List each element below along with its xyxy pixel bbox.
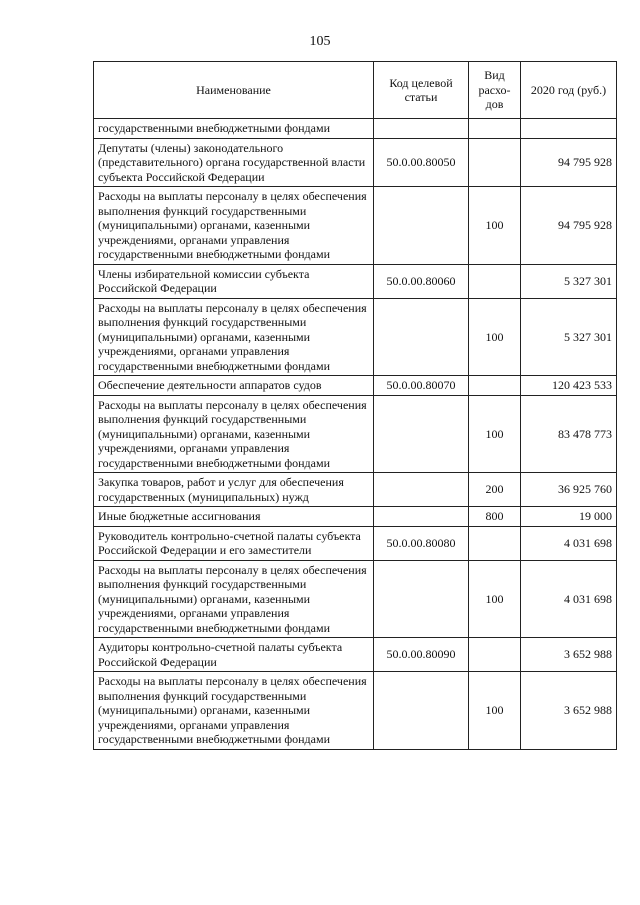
row-code: 50.0.00.80060 bbox=[374, 264, 469, 298]
row-amount bbox=[521, 119, 617, 139]
table-row bbox=[94, 138, 617, 187]
row-amount: 4 031 698 bbox=[521, 560, 617, 638]
row-amount: 5 327 301 bbox=[521, 298, 617, 376]
row-amount: 120 423 533 bbox=[521, 376, 617, 396]
row-name: Члены избирательной комиссии субъекта Российской Федерации bbox=[94, 264, 374, 298]
table-row bbox=[94, 264, 617, 298]
row-kind: 100 bbox=[469, 298, 521, 376]
row-code bbox=[374, 187, 469, 265]
table-row bbox=[94, 672, 617, 750]
table-row bbox=[94, 638, 617, 672]
row-kind: 100 bbox=[469, 560, 521, 638]
row-amount: 3 652 988 bbox=[521, 638, 617, 672]
row-name: государственными внебюджетными фондами bbox=[94, 119, 374, 139]
table-row bbox=[94, 560, 617, 638]
row-code bbox=[374, 395, 469, 473]
row-name: Обеспечение деятельности аппаратов судов bbox=[94, 376, 374, 396]
table-row bbox=[94, 119, 617, 139]
row-name: Руководитель контрольно-счетной палаты субъекта Российской Федерации и его заместители bbox=[94, 526, 374, 560]
row-kind bbox=[469, 119, 521, 139]
row-code: 50.0.00.80090 bbox=[374, 638, 469, 672]
row-amount: 94 795 928 bbox=[521, 138, 617, 187]
row-code bbox=[374, 473, 469, 507]
row-kind bbox=[469, 638, 521, 672]
table-row bbox=[94, 507, 617, 527]
row-code bbox=[374, 298, 469, 376]
row-kind: 200 bbox=[469, 473, 521, 507]
row-code: 50.0.00.80050 bbox=[374, 138, 469, 187]
table-row bbox=[94, 526, 617, 560]
row-amount: 83 478 773 bbox=[521, 395, 617, 473]
row-kind bbox=[469, 138, 521, 187]
row-name: Закупка товаров, работ и услуг для обеспечения государственных (муниципальных) нужд bbox=[94, 473, 374, 507]
row-amount: 5 327 301 bbox=[521, 264, 617, 298]
table-row bbox=[94, 298, 617, 376]
budget-table bbox=[93, 61, 617, 750]
row-amount: 19 000 bbox=[521, 507, 617, 527]
header-amount: 2020 год (руб.) bbox=[521, 62, 617, 119]
table-row bbox=[94, 187, 617, 265]
row-kind: 100 bbox=[469, 395, 521, 473]
row-kind: 100 bbox=[469, 672, 521, 750]
table-header-row bbox=[94, 62, 617, 119]
header-name: Наименование bbox=[94, 62, 374, 119]
row-name: Депутаты (члены) законодательного (представительного) органа государственной власти субъекта Российской Федерации bbox=[94, 138, 374, 187]
row-code bbox=[374, 560, 469, 638]
row-name: Аудиторы контрольно-счетной палаты субъекта Российской Федерации bbox=[94, 638, 374, 672]
row-name: Расходы на выплаты персоналу в целях обеспечения выполнения функций государственными (муниципальными) органами, казенными учреждениями, органами управления государственными внебюджетными фондами bbox=[94, 560, 374, 638]
row-name: Расходы на выплаты персоналу в целях обеспечения выполнения функций государственными (муниципальными) органами, казенными учреждениями, органами управления государственными внебюджетными фондами bbox=[94, 187, 374, 265]
table-row bbox=[94, 395, 617, 473]
table-row bbox=[94, 376, 617, 396]
row-amount: 36 925 760 bbox=[521, 473, 617, 507]
row-kind bbox=[469, 376, 521, 396]
row-amount: 3 652 988 bbox=[521, 672, 617, 750]
row-code bbox=[374, 507, 469, 527]
row-amount: 94 795 928 bbox=[521, 187, 617, 265]
row-name: Иные бюджетные ассигнования bbox=[94, 507, 374, 527]
row-kind bbox=[469, 526, 521, 560]
row-code bbox=[374, 119, 469, 139]
header-kind: Вид расхо-дов bbox=[469, 62, 521, 119]
row-kind: 800 bbox=[469, 507, 521, 527]
row-code bbox=[374, 672, 469, 750]
header-code: Код целевой статьи bbox=[374, 62, 469, 119]
row-code: 50.0.00.80070 bbox=[374, 376, 469, 396]
row-code: 50.0.00.80080 bbox=[374, 526, 469, 560]
row-kind bbox=[469, 264, 521, 298]
row-name: Расходы на выплаты персоналу в целях обеспечения выполнения функций государственными (муниципальными) органами, казенными учреждениями, органами управления государственными внебюджетными фондами bbox=[94, 298, 374, 376]
row-amount: 4 031 698 bbox=[521, 526, 617, 560]
row-name: Расходы на выплаты персоналу в целях обеспечения выполнения функций государственными (муниципальными) органами, казенными учреждениями, органами управления государственными внебюджетными фондами bbox=[94, 395, 374, 473]
row-name: Расходы на выплаты персоналу в целях обеспечения выполнения функций государственными (муниципальными) органами, казенными учреждениями, органами управления государственными внебюджетными фондами bbox=[94, 672, 374, 750]
page-number: 105 bbox=[309, 34, 331, 49]
row-kind: 100 bbox=[469, 187, 521, 265]
table-row bbox=[94, 473, 617, 507]
